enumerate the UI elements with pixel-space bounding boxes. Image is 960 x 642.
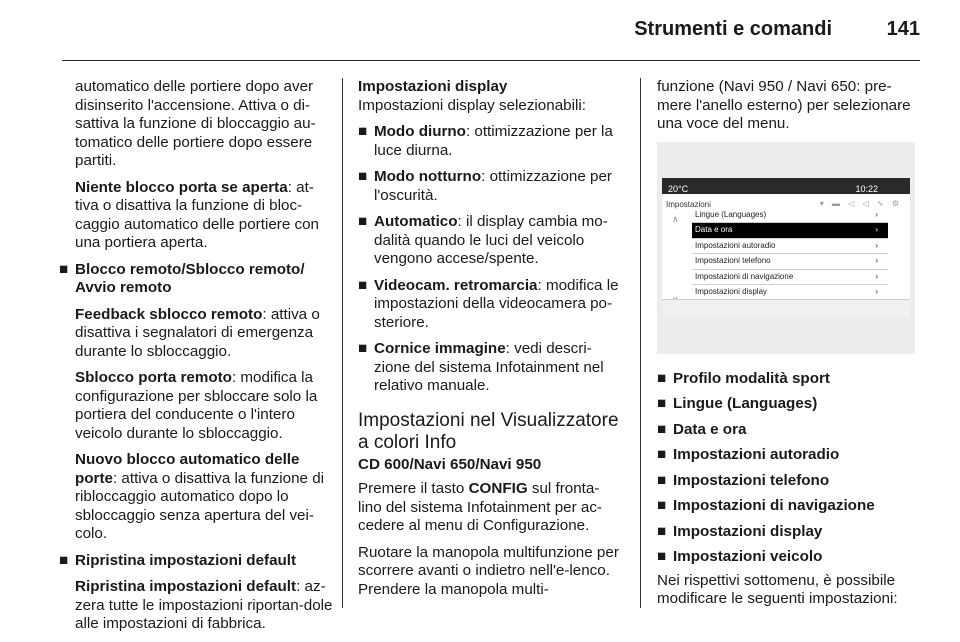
bullet-square-icon: ■: [657, 522, 667, 540]
menu-item[interactable]: Impostazioni di navigazione ›: [692, 270, 888, 286]
bullet-item: ■ Impostazioni di navigazione: [657, 497, 875, 514]
bullet-square-icon: ■: [657, 548, 667, 565]
bullet-item: ■ Lingue (Languages): [657, 395, 818, 412]
chevron-right-icon: ›: [875, 271, 878, 281]
screen-header: Impostazioni ▾ ▬ ◁ ◁ ∿ ⚙: [662, 194, 910, 208]
menu-item[interactable]: Impostazioni telefono ›: [692, 254, 888, 270]
bullet-item: ■ Cornice immagine: vedi descri-zione del sistema Infotainment nel relativo manuale.: [358, 340, 604, 394]
bullet-square-icon: ■: [657, 497, 667, 514]
paragraph: Nei rispettivi sottomenu, è possibile modificare le seguenti impostazioni:: [657, 571, 898, 607]
bullet-square-icon: ■: [657, 369, 667, 387]
subheading: CD 600/Navi 650/Navi 950: [358, 455, 542, 473]
chevron-right-icon: ›: [875, 209, 878, 219]
chevron-right-icon: ›: [875, 240, 878, 250]
paragraph: automatico delle portiere dopo aver disinserito l'accensione. Attiva o di-sattiva la funzione di bloccaggio au-tomatico delle portiere dopo essere partiti.: [75, 78, 316, 169]
bullet-item: ■ Impostazioni veicolo: [657, 548, 823, 565]
page-number: 141: [886, 18, 920, 40]
paragraph: Sblocco porta remoto: modifica la configurazione per sbloccare solo la portiera del conducente o l'intero veicolo durante lo sbloccaggio.: [75, 369, 318, 442]
paragraph: Impostazioni display selezionabili:: [358, 96, 586, 114]
paragraph: Ruotare la manopola multifunzione per scorrere avanti o indietro nell'e-lenco. Prendere la manopola multi-: [358, 543, 619, 598]
infotainment-screenshot: [657, 142, 915, 354]
bullet-square-icon: ■: [59, 551, 69, 569]
menu-item[interactable]: Impostazioni autoradio ›: [692, 239, 888, 255]
temperature-readout: 20°C: [668, 183, 689, 194]
status-bar: [662, 178, 910, 194]
bullet-item: ■ Profilo modalità sport: [657, 369, 830, 387]
page-header: [0, 0, 960, 62]
paragraph: funzione (Navi 950 / Navi 650: pre-mere l'anello esterno) per selezionare una voce del menu.: [657, 78, 911, 132]
bullet-square-icon: ■: [657, 395, 667, 412]
bullet-square-icon: ■: [358, 276, 368, 294]
bullet-square-icon: ■: [657, 471, 667, 489]
paragraph: Premere il tasto CONFIG sul fronta-lino del sistema Infotainment per ac-cedere al menu di Configurazione.: [358, 480, 602, 534]
bullet-square-icon: ■: [358, 213, 368, 230]
bullet-square-icon: ■: [657, 446, 667, 463]
menu-item[interactable]: Lingue (Languages) ›: [692, 208, 888, 224]
column-3: [657, 78, 922, 617]
bullet-item: ■ Modo notturno: ottimizzazione per l'oscurità.: [358, 168, 612, 204]
bullet-square-icon: ■: [59, 260, 69, 278]
section-heading: Impostazioni nel Visualizzatore a colori Info: [358, 409, 619, 453]
bullet-item: ■ Blocco remoto/Sblocco remoto/ Avvio remoto: [59, 260, 305, 296]
bullet-item: ■ Impostazioni autoradio: [657, 446, 840, 463]
bullet-square-icon: ■: [358, 168, 368, 185]
bullet-item: ■ Ripristina impostazioni default: [59, 551, 297, 569]
column-2: [358, 78, 623, 607]
chevron-right-icon: ›: [875, 287, 878, 296]
page-title: Strumenti e comandi: [634, 18, 832, 40]
screen-bottom-bar: [662, 299, 910, 318]
bullet-item: ■ Automatico: il display cambia mo-dalità quando le luci del veicolo vengono accese/spente.: [358, 213, 608, 267]
bullet-square-icon: ■: [657, 420, 667, 438]
paragraph: Niente blocco porta se aperta: at-tiva o disattiva la funzione di bloc-caggio automatico delle portiere con una portiera aperta.: [75, 178, 319, 251]
column-divider: [342, 78, 343, 608]
paragraph: Nuovo blocco automatico delle porte: attiva o disattiva la funzione di ribloccaggio automatico dopo lo sbloccaggio senza apertura del vei-colo.: [75, 451, 325, 542]
bullet-square-icon: ■: [358, 123, 368, 140]
scroll-up-icon: ∧: [672, 213, 679, 224]
bullet-square-icon: ■: [358, 340, 368, 357]
subheading: Impostazioni display: [358, 78, 508, 95]
chevron-right-icon: ›: [875, 256, 878, 265]
column-1: [59, 78, 337, 642]
bullet-item: ■ Videocam. retromarcia: modifica le impostazioni della videocamera po-steriore.: [358, 276, 619, 331]
paragraph: Feedback sblocco remoto: attiva o disattiva i segnalatori di emergenza durante lo sbloccaggio.: [75, 305, 320, 360]
column-divider: [640, 78, 641, 608]
clock-readout: 10:22: [855, 183, 878, 194]
bullet-item: ■ Modo diurno: ottimizzazione per la luce diurna.: [358, 123, 613, 159]
paragraph: Ripristina impostazioni default: az-zera tutte le impostazioni riportan-dole alle impostazioni di fabbrica.: [75, 578, 333, 632]
bullet-item: ■ Impostazioni display: [657, 522, 823, 540]
menu-bullet-list: [657, 370, 922, 567]
display-screen: [662, 178, 910, 318]
menu-item[interactable]: Impostazioni display ›: [692, 285, 888, 301]
settings-menu-list: [692, 208, 888, 301]
chevron-right-icon: ›: [875, 225, 878, 234]
bullet-item: ■ Data e ora: [657, 420, 747, 438]
header-rule: [62, 60, 920, 61]
status-icons: ▾ ▬ ◁ ◁ ∿ ⚙: [819, 198, 902, 208]
bullet-item: ■ Impostazioni telefono: [657, 471, 830, 489]
menu-item-selected[interactable]: Data e ora ›: [692, 223, 888, 239]
